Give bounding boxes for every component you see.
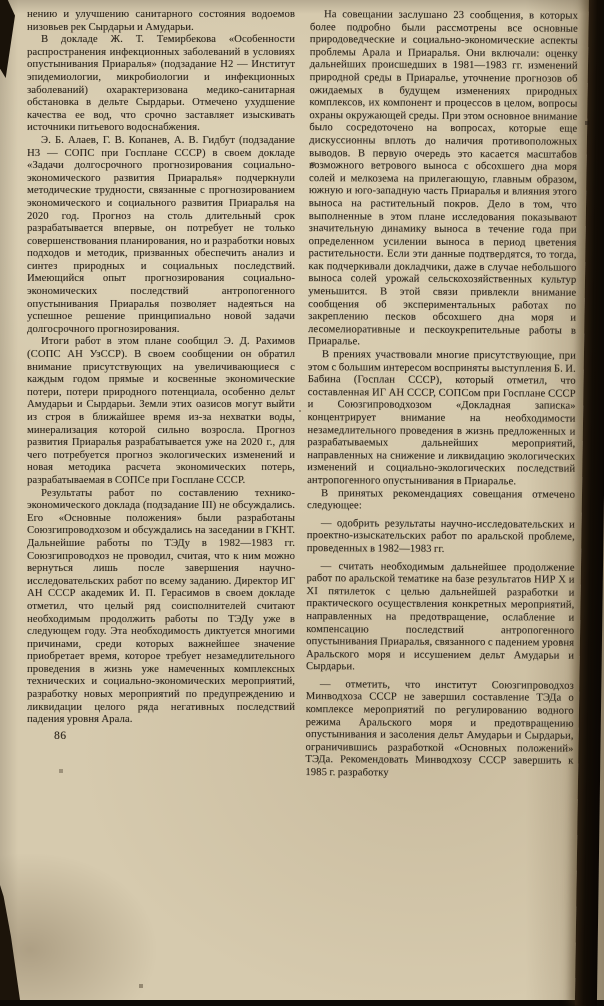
paragraph: На совещании заслушано 23 сообщения, в которых более подробно были рассмотрены все основные природоведческие и социально-экономические аспекты проблемы Арала и Приаралья. Они включали: оценку дальнейших происшедших в 1981—1983 гг. изменений природной среды в Приаралье, уточнение прогнозов об ожидаемых в будущем изменениях природных комплексов, их компонент и процессов в целом, вопросы охраны окружающей среды. При этом основное внимание было сосредоточено на вопросах, которые еще дискуссионны вплоть до наличия противоположных выводов. В первую очередь это касается масштабов возможного ветрового выноса с обсохшего дна моря солей и мелкозема на прилегающую, главным образом, южную и юго-западную часть Приаралья и влияния этого выноса на растительный покров. Дело в том, что выполненные в этом плане исследования показывают значительную динамику выноса в течение года при определенном усилении выноса в период цветения растительности. Если эти данные подтвердятся, то тогда, как подчеркивали докладчики, даже в случае небольшого выноса солей урожай сельскохозяйственных культур уменьшится. В этой связи привлекли внимание сообщения об экспериментальных работах по закреплению песков обсохшего дна моря и лесомелиоративные и пескоукрепительные работы в Приаралье.	[307, 9, 578, 348]
recommendation-item: — считать необходимым дальнейшее продолжение работ по аральской тематике на базе результатов НИР X и XI пятилеток с целью дальнейшей разработки и практического осуществления конкретных мероприятий, направленных на предотвращение, ослабление и компенсацию последствий антропогенного опустынивания Приаралья, связанного с падением уровня Аральского моря и иссушением дельт Амударьи и Сырдарьи.	[305, 560, 575, 673]
right-column	[305, 9, 578, 781]
paragraph: нению и улучшению санитарного состояния водоемов низовьев рек Сырдарьи и Амударьи.	[27, 9, 295, 33]
left-column	[27, 9, 295, 780]
scan-noise-specks	[0, 0, 2, 2]
recommendation-item: — отметить, что институт Союзгипроводхоз Минводхоза СССР не завершил составление ТЭДа о комплексе мероприятий по регулированию водного режима Аральского моря и предотвращению опустынивания и засоления дельт Амударьи и Сырдарьи, ограничившись разработкой «Основных положений» ТЭДа. Рекомендовать Минводхозу СССР завершить к 1985 г. разработку	[305, 678, 574, 779]
paragraph: В принятых рекомендациях совещания отмечено следующее:	[306, 487, 576, 512]
book-edge-shadow	[575, 0, 604, 1006]
paragraph: В прениях участвовали многие присутствующие, при этом с большим интересом восприняты выступления Б. И. Бабина (Госплан СССР), который отметил, что составленная ИГ АН СССР, СОПСом при Госплане СССР и Союзгипроводхозом «Докладная записка» концентрирует внимание на необходимости незамедлительного проведения в жизнь предложенных и разрабатываемых дальнейших мероприятий, направленных на снижение и ликвидацию экологических изменений и социально-экологических последствий антропогенного опустынивания в Приаралье.	[307, 349, 576, 488]
paragraph: Итоги работ в этом плане сообщил Э. Д. Рахимов (СОПС АН УзССР). В своем сообщении он обратил внимание присутствующих на увеличивающиеся с каждым годом прямые и косвенные экономические потери, потери природного потенциала, особенно дельт Амударьи и Сырдарьи. Земли этих оазисов могут выйти из строя в ближайшее время из-за нехватки воды, минерализация которой сильно возросла. Прогноз развития Приаралья разрабатывается уже на 2020 г., для чего потребуется прогноз экологических изменений и новая методика расчета экономических потерь, разрабатываемая в СОПСе при Госплане СССР.	[27, 336, 295, 486]
paragraph: В докладе Ж. Т. Темирбекова «Особенности распространения инфекционных заболеваний в условиях опустынивания Приаралья» (подзадание Н2 — Институт эпидемиологии, микробиологии и инфекционных заболеваний) охарактеризована медико-санитарная обстановка в дельте Сырдарьи. Отмечено ухудшение качества ее вод, что срочно заставляет изыскивать источники питьевого водоснабжения.	[27, 34, 295, 134]
paragraph: Э. Б. Алаев, Г. В. Копанев, А. В. Гидбут (подзадание Н3 — СОПС при Госплане СССР) в своем докладе «Задачи долгосрочного прогнозирования социально-экономического развития Приаралья» подчеркнули методические трудности, связанные с прогнозированием экономического и социального развития Приаралья на 2020 год. Прогноз на столь длительный срок разрабатывается впервые, он потребует не только совершенствования планирования, но и разработки новых подходов и методик, призванных обеспечить анализ и синтез природных и социальных последствий. Имеющийся опыт прогнозирования социально-экономических последствий антропогенного опустынивания Приаралья позволяет надеяться на успешное решение принципиально новой задачи долгосрочного прогнозирования.	[27, 134, 295, 335]
corner-shadow-top-left	[0, 0, 15, 78]
paragraph: Результаты работ по составлению технико-экономического доклада (подзадание III) не обсуждались. Его «Основные положения» были разработаны Союзгипроводхозом и обсуждались на заседании в ГКНТ. Дальнейшие работы по ТЭДу в 1982—1983 гг. Союзгипроводхоз не проводил, считая, что к ним можно вернуться лишь после завершения научно-исследовательских работ по всему заданию. Директор ИГ АН СССР академик И. П. Герасимов в своем докладе отметил, что целый ряд соисполнителей считают необходимым продолжить работы по ТЭДу уже в следующем году. Эта необходимость диктуется многими причинами, среди которых важнейшее значение приобретает время, которое требует незамедлительного проведения в жизнь уже намеченных комплексных технических и социально-экономических мероприятий, разработку новых мероприятий по предупреждению и ликвидации целого ряда негативных последствий падения уровня Арала.	[27, 487, 295, 726]
corner-shadow-bottom-left	[0, 885, 20, 1000]
page-number: 86	[54, 729, 67, 742]
recommendation-item: — одобрить результаты научно-исследовательских и проектно-изыскательских работ по аральской проблеме, проведенных в 1982—1983 гг.	[306, 517, 575, 555]
page-body	[27, 9, 579, 780]
